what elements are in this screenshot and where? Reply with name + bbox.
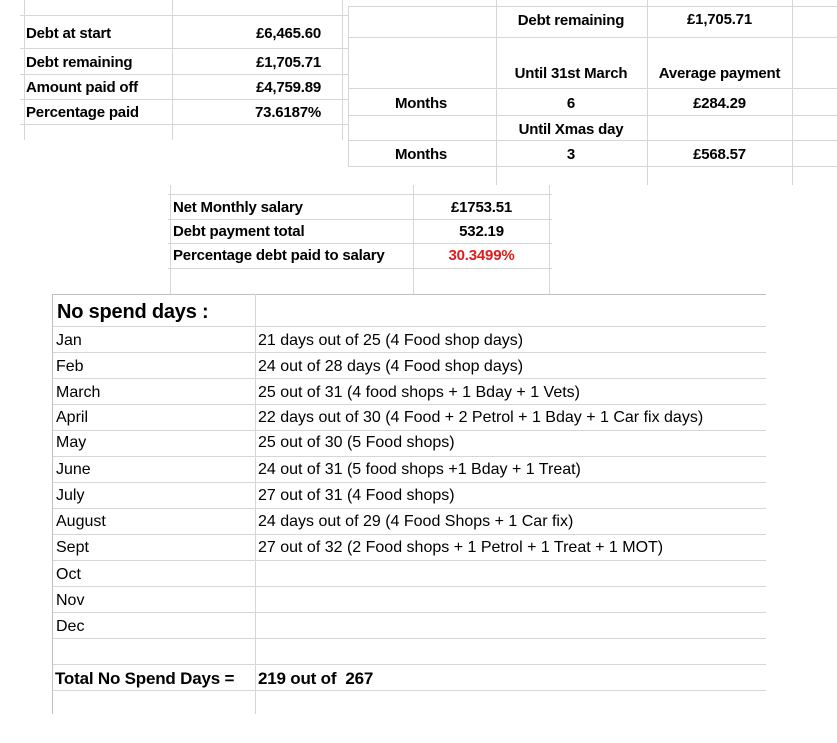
month-detail: 24 out of 31 (5 food shops +1 Bday + 1 Treat) <box>258 461 581 478</box>
months-label-march: Months <box>394 95 448 112</box>
month-detail: 27 out of 31 (4 Food shops) <box>258 487 455 504</box>
month-label: August <box>56 513 106 530</box>
month-detail: 24 days out of 29 (4 Food Shops + 1 Car fix) <box>258 513 574 530</box>
average-value-march: £284.29 <box>693 95 746 112</box>
month-label: Nov <box>56 592 85 609</box>
average-value-xmas: £568.57 <box>693 146 746 163</box>
total-no-spend-label: Total No Spend Days = <box>55 669 235 688</box>
percentage-paid-label: Percentage paid <box>26 104 139 121</box>
month-label: Feb <box>56 358 84 375</box>
plan-debt-remaining-label: Debt remaining <box>517 12 625 29</box>
no-spend-days-title: No spend days : <box>57 301 209 323</box>
debt-remaining-value: £1,705.71 <box>256 54 321 71</box>
month-label: April <box>56 409 89 426</box>
percentage-debt-salary-value: 30.3499% <box>448 247 515 264</box>
net-monthly-salary-label: Net Monthly salary <box>173 199 303 216</box>
average-payment-label: Average payment <box>658 65 781 82</box>
month-label: June <box>56 461 91 478</box>
month-detail: 24 out of 28 days (4 Food shop days) <box>258 358 524 375</box>
debt-at-start-label: Debt at start <box>26 25 111 42</box>
total-no-spend-value: 219 out of 267 <box>258 669 374 688</box>
months-label-xmas: Months <box>394 146 448 163</box>
until-xmas-label: Until Xmas day <box>518 121 624 138</box>
month-label: July <box>56 487 85 504</box>
month-label: Sept <box>56 539 89 556</box>
month-detail: 25 out of 30 (5 Food shops) <box>258 434 455 451</box>
percentage-paid-value: 73.6187% <box>255 104 321 121</box>
month-detail: 21 days out of 25 (4 Food shop days) <box>258 332 524 349</box>
month-label: March <box>56 384 101 401</box>
until-march-label: Until 31st March <box>514 65 628 82</box>
debt-payment-total-label: Debt payment total <box>173 223 305 240</box>
debt-remaining-label: Debt remaining <box>26 54 133 71</box>
month-detail: 22 days out of 30 (4 Food + 2 Petrol + 1 Bday + 1 Car fix days) <box>258 409 704 426</box>
amount-paid-off-label: Amount paid off <box>26 79 138 96</box>
no-spend-days-table <box>52 294 766 714</box>
month-detail: 25 out of 31 (4 food shops + 1 Bday + 1 Vets) <box>258 384 580 401</box>
month-label: May <box>56 434 87 451</box>
month-label: Oct <box>56 566 81 583</box>
months-value-xmas: 3 <box>566 146 576 163</box>
months-value-march: 6 <box>566 95 576 112</box>
month-label: Jan <box>56 332 82 349</box>
month-label: Dec <box>56 618 85 635</box>
debt-at-start-value: £6,465.60 <box>256 25 321 42</box>
percentage-debt-salary-label: Percentage debt paid to salary <box>173 247 385 264</box>
net-monthly-salary-value: £1753.51 <box>451 199 512 216</box>
amount-paid-off-value: £4,759.89 <box>256 79 321 96</box>
month-detail: 27 out of 32 (2 Food shops + 1 Petrol + 1 Treat + 1 MOT) <box>258 539 664 556</box>
plan-debt-remaining-value: £1,705.71 <box>687 11 752 28</box>
debt-payment-total-value: 532.19 <box>459 223 504 240</box>
